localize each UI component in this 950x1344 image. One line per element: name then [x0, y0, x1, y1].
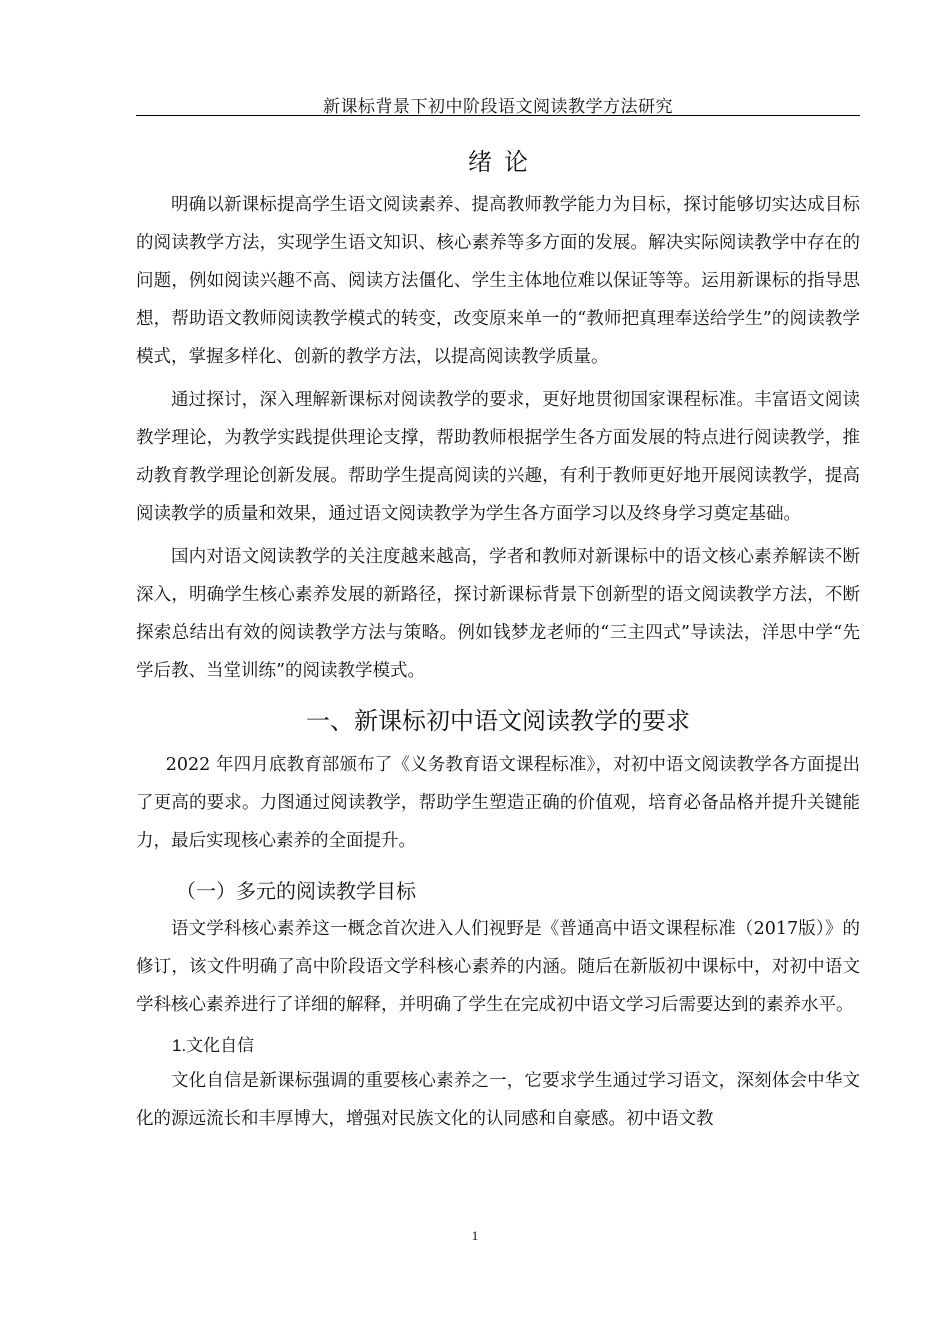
intro-paragraph-3: 国内对语文阅读教学的关注度越来越高，学者和教师对新课标中的语文核心素养解读不断深入，明确学生核心素养发展的新路径，探讨新课标背景下创新型的语文阅读教学方法，不断探索总结出有效的阅读教学方法与策略。例如钱梦龙老师的“三主四式”导读法，洋思中学“先学后教、当堂训练”的阅读教学模式。	[136, 547, 860, 681]
intro-paragraph-2: 通过探讨，深入理解新课标对阅读教学的要求，更好地贯彻国家课程标准。丰富语文阅读教学理论，为教学实践提供理论支撑，帮助教师根据学生各方面发展的特点进行阅读教学，推动教育教学理论创新发展。帮助学生提高阅读的兴趣，有利于教师更好地开展阅读教学，提高阅读教学的质量和效果，通过语文阅读教学为学生各方面学习以及终身学习奠定基础。	[136, 390, 860, 524]
section-1-paragraph: 2022 年四月底教育部颁布了《义务教育语文课程标准》，对初中语文阅读教学各方面提出了更高的要求。力图通过阅读教学，帮助学生塑造正确的价值观，培育必备品格并提升关键能力，最后实现核心素养的全面提升。	[136, 755, 860, 851]
subsection-1-heading: （一）多元的阅读教学目标	[176, 879, 416, 903]
intro-paragraph-1: 明确以新课标提高学生语文阅读素养、提高教师教学能力为目标，探讨能够切实达成目标的阅读教学方法，实现学生语文知识、核心素养等多方面的发展。解决实际阅读教学中存在的问题，例如阅读兴趣不高、阅读方法僵化、学生主体地位难以保证等等。运用新课标的指导思想，帮助语文教师阅读教学模式的转变，改变原来单一的“教师把真理奉送给学生”的阅读教学模式，掌握多样化、创新的教学方法，以提高阅读教学质量。	[136, 195, 860, 367]
item-1-heading: 1.文化自信	[172, 1036, 255, 1055]
subsection-1-paragraph: 语文学科核心素养这一概念首次进入人们视野是《普通高中语文课程标准（2017版）》的修订，该文件明确了高中阶段语文学科核心素养的内涵。随后在新版初中课标中，对初中语文学科核心素养进行了详细的解释，并明确了学生在完成初中语文学习后需要达到的素养水平。	[136, 919, 860, 1015]
page-number: 1	[471, 1228, 479, 1243]
section-1-heading: 一、新课标初中语文阅读教学的要求	[306, 707, 690, 735]
header-divider	[136, 115, 860, 116]
page-content	[136, 140, 860, 1138]
intro-title: 绪论	[468, 148, 540, 176]
running-header: 新课标背景下初中阶段语文阅读教学方法研究	[323, 97, 673, 117]
item-1-paragraph: 文化自信是新课标强调的重要核心素养之一，它要求学生通过学习语文，深刻体会中华文化的源远流长和丰厚博大，增强对民族文化的认同感和自豪感。初中语文教	[136, 1071, 860, 1129]
